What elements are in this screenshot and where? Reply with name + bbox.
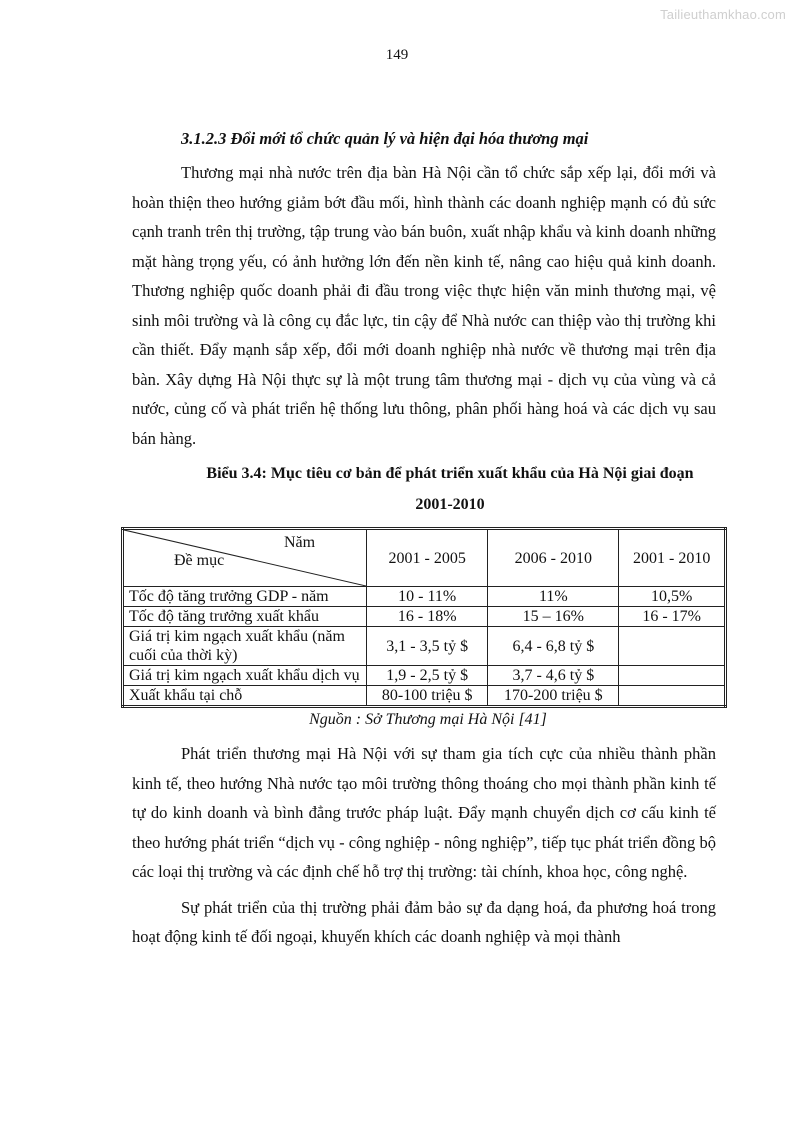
row-value: 11% xyxy=(488,587,619,607)
export-targets-table xyxy=(121,527,727,708)
table-row xyxy=(123,686,726,707)
row-value: 10,5% xyxy=(619,587,726,607)
table-caption-line-1: Biểu 3.4: Mục tiêu cơ bản để phát triển xuất khẩu của Hà Nội giai đoạn xyxy=(206,465,694,482)
section-heading: 3.1.2.3 Đổi mới tổ chức quản lý và hiện đại hóa thương mại xyxy=(181,129,589,148)
table-row xyxy=(123,627,726,666)
row-value: 170-200 triệu $ xyxy=(488,686,619,707)
table-row xyxy=(123,607,726,627)
row-value: 3,7 - 4,6 tỷ $ xyxy=(488,666,619,686)
row-label: Tốc độ tăng trưởng GDP - năm xyxy=(123,587,367,607)
column-header-1: 2001 - 2005 xyxy=(367,529,488,587)
table-row xyxy=(123,587,726,607)
row-value: 6,4 - 6,8 tỷ $ xyxy=(488,627,619,666)
row-value: 3,1 - 3,5 tỷ $ xyxy=(367,627,488,666)
row-value: 10 - 11% xyxy=(367,587,488,607)
row-label: Giá trị kim ngạch xuất khẩu (năm cuối của thời kỳ) xyxy=(123,627,367,666)
row-label: Tốc độ tăng trưởng xuất khẩu xyxy=(123,607,367,627)
row-value: 16 - 18% xyxy=(367,607,488,627)
header-year-label: Năm xyxy=(284,534,316,551)
row-value: 80-100 triệu $ xyxy=(367,686,488,707)
body-paragraph-2: Sự phát triển của thị trường phải đảm bảo sự đa dạng hoá, đa phương hoá trong hoạt động kinh tế đối ngoại, khuyến khích các doanh nghiệp và mọi thành xyxy=(132,897,716,946)
page-number: 149 xyxy=(385,47,409,63)
body-paragraph-1: Phát triển thương mại Hà Nội với sự tham gia tích cực của nhiều thành phần kinh tế, theo hướng Nhà nước tạo môi trường thông thoáng cho mọi thành phần kinh tế tự do kinh doanh và bình đẳng trước pháp luật. Đẩy mạnh chuyển dịch cơ cấu kinh tế theo hướng phát triển “dịch vụ - công nghiệp - nông nghiệp”, tiếp tục phát triển đồng bộ các loại thị trường và các định chế hỗ trợ thị trường: tài chính, khoa học, công nghệ. xyxy=(132,744,716,881)
header-item-label: Đề mục xyxy=(174,552,225,569)
section-paragraph: Thương mại nhà nước trên địa bàn Hà Nội cần tổ chức sắp xếp lại, đổi mới và hoàn thiện theo hướng giảm bớt đầu mối, hình thành các doanh nghiệp mạnh có đủ sức cạnh tranh trên thị trường, tập trung vào bán buôn, xuất nhập khẩu và kinh doanh những mặt hàng trọng yếu, có ảnh hưởng lớn đến nền kinh tế, nâng cao hiệu quả kinh doanh. Thương nghiệp quốc doanh phải đi đầu trong việc thực hiện văn minh thương mại, vệ sinh môi trường và là công cụ đắc lực, tin cậy để Nhà nước can thiệp vào thị trường khi cần thiết. Đẩy mạnh sắp xếp, đổi mới doanh nghiệp nhà nước về thương mại trên địa bàn. Xây dựng Hà Nội thực sự là một trung tâm thương mại - dịch vụ của vùng và cả nước, củng cố và phát triển hệ thống lưu thông, phân phối hàng hoá và các dịch vụ sau bán hàng. xyxy=(132,163,716,448)
table-caption-line-2: 2001-2010 xyxy=(415,496,485,513)
table-header-corner xyxy=(123,529,367,587)
row-value: 16 - 17% xyxy=(619,607,726,627)
row-value xyxy=(619,686,726,707)
column-header-2: 2006 - 2010 xyxy=(488,529,619,587)
table-caption xyxy=(132,458,716,520)
watermark: Tailieuthamkhao.com xyxy=(660,7,786,22)
column-header-3: 2001 - 2010 xyxy=(619,529,726,587)
row-label: Giá trị kim ngạch xuất khẩu dịch vụ xyxy=(123,666,367,686)
page-content xyxy=(129,128,716,952)
row-value xyxy=(619,627,726,666)
row-label: Xuất khẩu tại chỗ xyxy=(123,686,367,707)
row-value xyxy=(619,666,726,686)
row-value: 15 – 16% xyxy=(488,607,619,627)
table-header-row xyxy=(123,529,726,587)
table-row xyxy=(123,666,726,686)
diagonal-divider xyxy=(124,530,366,586)
table-source: Nguồn : Sở Thương mại Hà Nội [41] xyxy=(309,711,547,728)
row-value: 1,9 - 2,5 tỷ $ xyxy=(367,666,488,686)
